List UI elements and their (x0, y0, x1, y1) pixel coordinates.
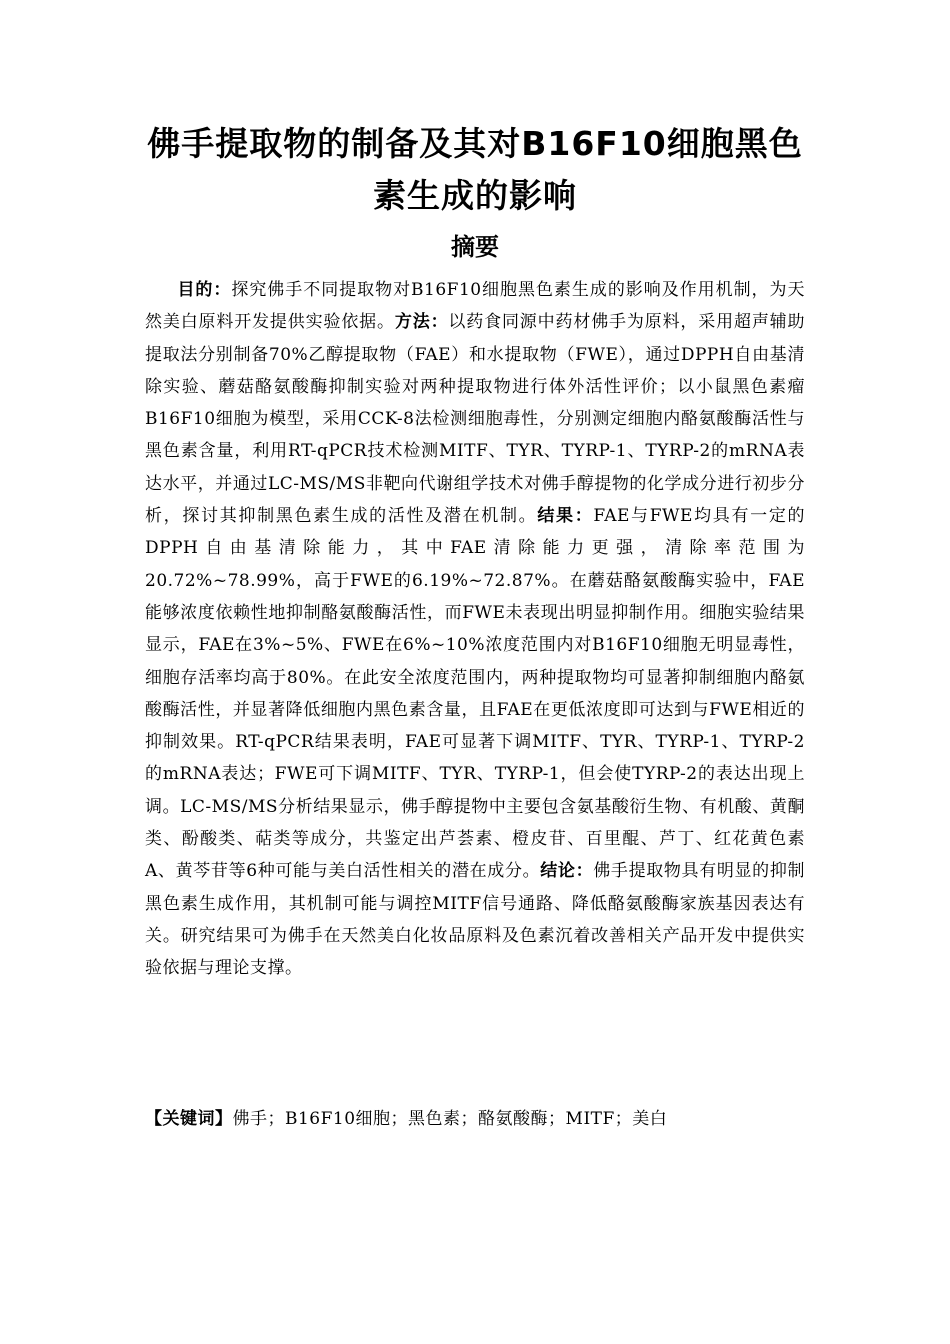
abstract-body (145, 274, 805, 985)
objective-label: 目的： (177, 280, 232, 300)
results-label: 结果： (537, 506, 594, 527)
keywords-label: 【关键词】 (145, 1109, 233, 1129)
conclusion-text: 佛手提取物具有明显的抑制黑色素生成作用，其机制可能与调控MITF信号通路、降低酪氨酸酶家族基因表达有关。研究结果可为佛手在天然美白化妆品原料及色素沉着改善相关产品开发中提供实验依据与理论支撑。 (145, 861, 806, 979)
abstract-heading: 摘要 (451, 233, 499, 261)
results-text: FAE与FWE均具有一定的DPPH自由基清除能力，其中FAE清除能力更强，清除率范围为20.72%~78.99%，高于FWE的6.19%~72.87%。在蘑菇酪氨酸酶实验中，FAE能够浓度依赖性地抑制酪氨酸酶活性，而FWE未表现出明显抑制作用。细胞实验结果显示，FAE在3%~5%、FWE在6%~10%浓度范围内对B16F10细胞无明显毒性，细胞存活率均高于80%。在此安全浓度范围内，两种提取物均可显著抑制细胞内酪氨酸酶活性，并显著降低细胞内黑色素含量，且FAE在更低浓度即可达到与FWE相近的抑制效果。RT-qPCR结果表明，FAE可显著下调MITF、TYR、TYRP-1、TYRP-2的mRNA表达；FWE可下调MITF、TYR、TYRP-1，但会使TYRP-2的表达出现上调。LC-MS/MS分析结果显示，佛手醇提物中主要包含氨基酸衍生物、有机酸、黄酮类、酚酸类、萜类等成分，共鉴定出芦荟素、橙皮苷、百里醌、芦丁、红花黄色素A、黄芩苷等6种可能与美白活性相关的潜在成分。 (145, 506, 806, 882)
keywords-text: 佛手；B16F10细胞；黑色素；酪氨酸酶；MITF；美白 (232, 1109, 668, 1129)
conclusion-label: 结论： (540, 861, 594, 882)
objective-text: 探究佛手不同提取物对B16F10细胞黑色素生成的影响及作用机制，为天然美白原料开发提供实验依据。 (145, 280, 805, 333)
keywords-line (145, 1103, 805, 1135)
methods-text: 以药食同源中药材佛手为原料，采用超声辅助提取法分别制备70%乙醇提取物（FAE）和水提取物（FWE），通过DPPH自由基清除实验、蘑菇酪氨酸酶抑制实验对两种提取物进行体外活性评价；以小鼠黑色素瘤B16F10细胞为模型，采用CCK-8法检测细胞毒性，分别测定细胞内酪氨酸酶活性与黑色素含量，利用RT-qPCR技术检测MITF、TYR、TYRP-1、TYRP-2的mRNA表达水平，并通过LC-MS/MS非靶向代谢组学技术对佛手醇提物的化学成分进行初步分析，探讨其抑制黑色素生成的活性及潜在机制。 (145, 312, 806, 527)
paper-title: 佛手提取物的制备及其对B16F10细胞黑色素生成的影响 (147, 124, 803, 215)
methods-label: 方法： (394, 312, 449, 333)
